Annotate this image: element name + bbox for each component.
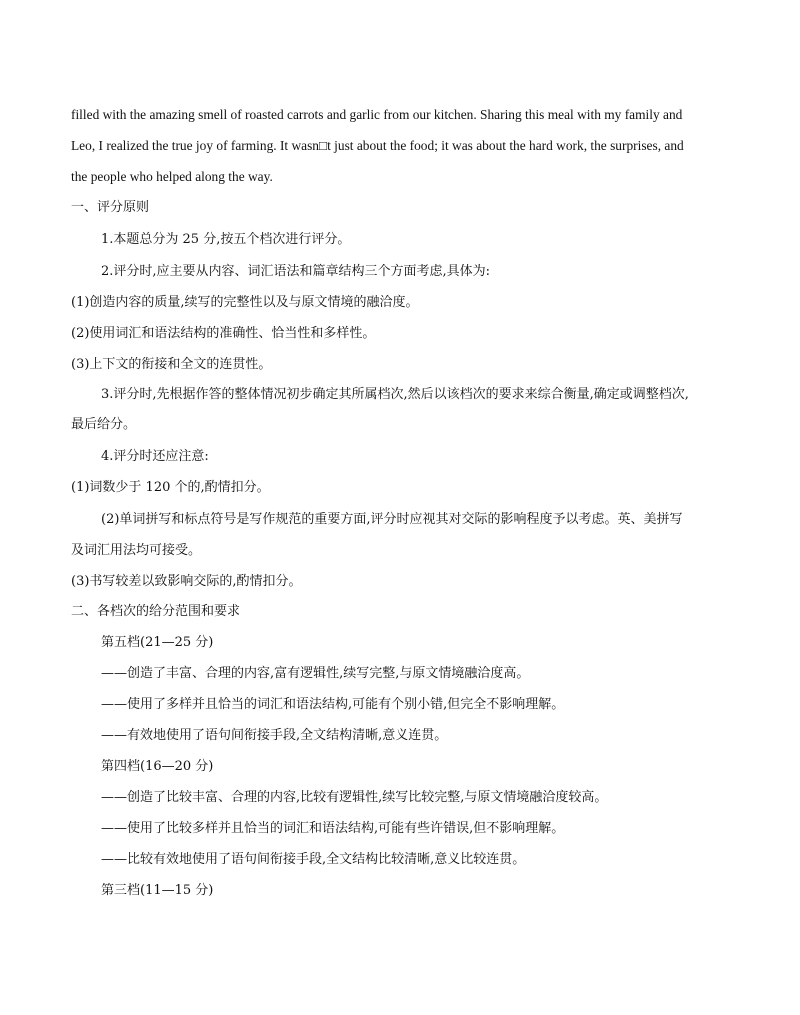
paragraph-line: 4.评分时还应注意: [101, 449, 209, 464]
list-item: (3)书写较差以致影响交际的,酌情扣分。 [71, 574, 302, 589]
paragraph-line: filled with the amazing smell of roasted carrots and garlic from our kitchen. Sharing this meal with my family and [71, 107, 683, 122]
criterion-line: ——比较有效地使用了语句间衔接手段,全文结构比较清晰,意义比较连贯。 [101, 852, 526, 867]
list-item: (3)上下文的衔接和全文的连贯性。 [71, 357, 272, 372]
list-item: (2)单词拼写和标点符号是写作规范的重要方面,评分时应视其对交际的影响程度予以考虑。英、美拼写 [101, 512, 683, 527]
list-item: (1)创造内容的质量,续写的完整性以及与原文情境的融洽度。 [71, 295, 419, 310]
paragraph-line: the people who helped along the way. [71, 169, 273, 184]
paragraph-line: 最后给分。 [71, 417, 137, 432]
paragraph-line: Leo, I realized the true joy of farming. It wasn□t just about the food; it was about the hard work, the surprises, and [71, 138, 684, 153]
grade-heading: 第三档(11—15 分) [101, 883, 214, 898]
list-item: (2)使用词汇和语法结构的准确性、恰当性和多样性。 [71, 326, 376, 341]
paragraph-line: 1.本题总分为 25 分,按五个档次进行评分。 [101, 232, 351, 247]
criterion-line: ——创造了比较丰富、合理的内容,比较有逻辑性,续写比较完整,与原文情境融洽度较高。 [101, 790, 608, 805]
list-item: (1)词数少于 120 个的,酌情扣分。 [71, 480, 270, 495]
grade-heading: 第五档(21—25 分) [101, 635, 214, 650]
criterion-line: ——使用了多样并且恰当的词汇和语法结构,可能有个别小错,但完全不影响理解。 [101, 697, 565, 712]
grade-heading: 第四档(16—20 分) [101, 759, 214, 774]
paragraph-line: 2.评分时,应主要从内容、词汇语法和篇章结构三个方面考虑,具体为: [101, 264, 491, 279]
criterion-line: ——有效地使用了语句间衔接手段,全文结构清晰,意义连贯。 [101, 728, 448, 743]
paragraph-line: 3.评分时,先根据作答的整体情况初步确定其所属档次,然后以该档次的要求来综合衡量,确定或调整档次, [101, 387, 689, 402]
criterion-line: ——使用了比较多样并且恰当的词汇和语法结构,可能有些许错误,但不影响理解。 [101, 821, 565, 836]
section-heading: 二、各档次的给分范围和要求 [71, 604, 241, 619]
section-heading: 一、评分原则 [71, 200, 150, 215]
paragraph-line: 及词汇用法均可接受。 [71, 543, 202, 558]
criterion-line: ——创造了丰富、合理的内容,富有逻辑性,续写完整,与原文情境融洽度高。 [101, 666, 530, 681]
